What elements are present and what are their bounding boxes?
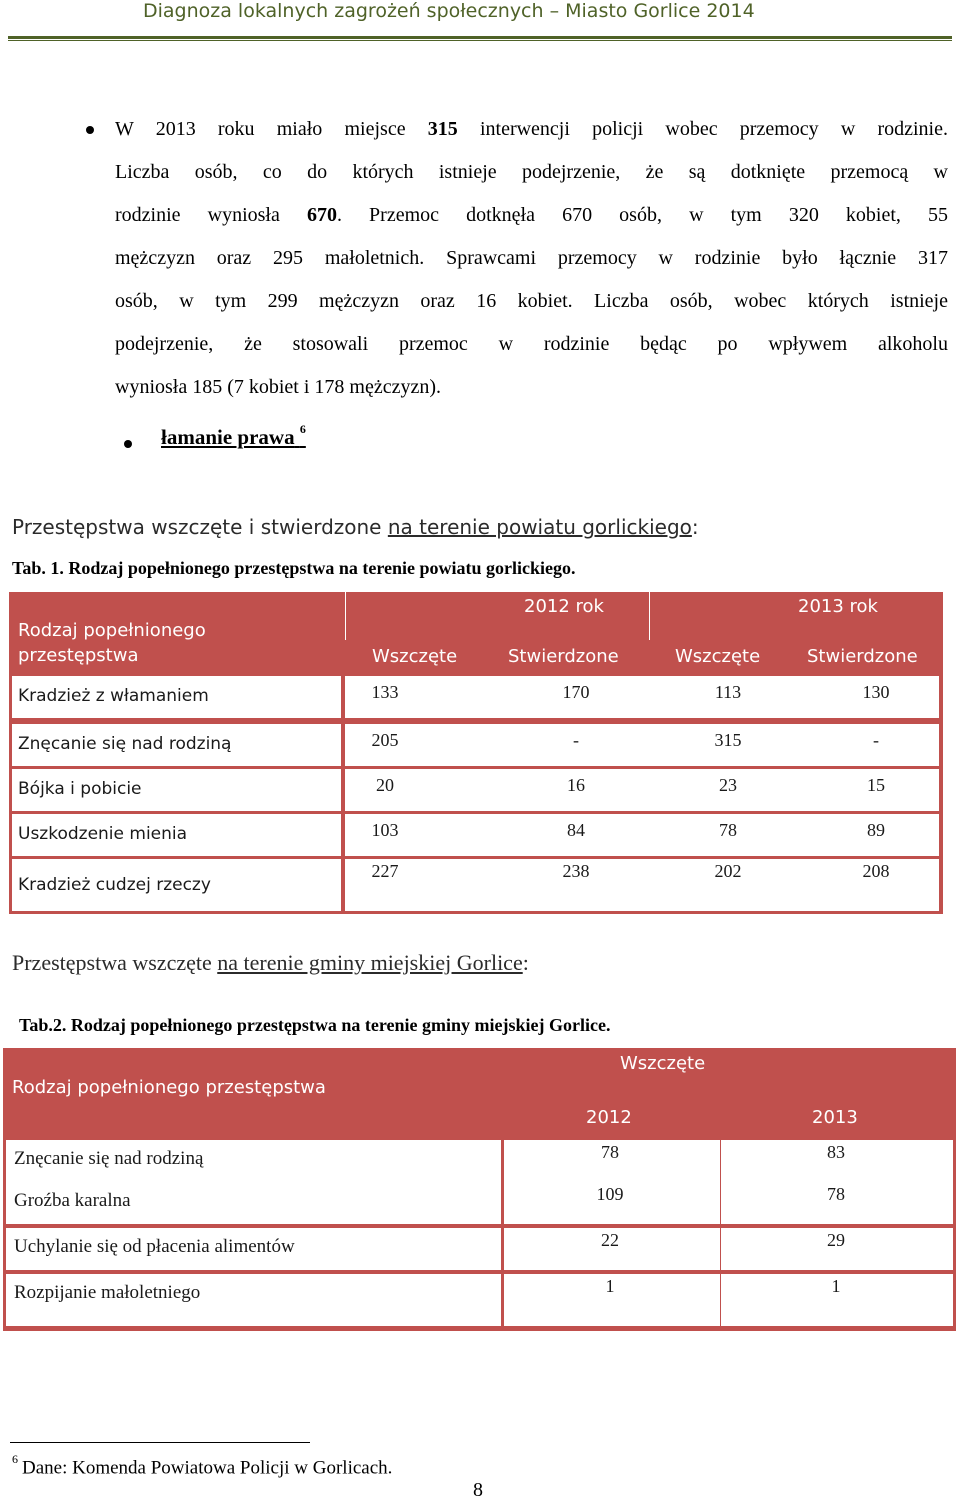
table-cell: 84 (567, 820, 585, 840)
table1-intro (12, 515, 699, 539)
group-header-wszczete: Wszczęte (620, 1053, 706, 1074)
table-row (345, 769, 939, 811)
table-row (345, 859, 939, 911)
table-row-label: Rozpijanie małoletniego (6, 1274, 501, 1326)
cell-divider (720, 1274, 721, 1326)
table-cell: 113 (714, 682, 742, 702)
table-cell: 130 (862, 682, 890, 702)
table-cell: 78 (601, 1142, 619, 1162)
bullet-icon (86, 126, 94, 134)
header-title: Diagnoza lokalnych zagrożeń społecznych – Miasto Gorlice 2014 (143, 0, 755, 22)
footnote-separator (10, 1442, 310, 1443)
col-header-stwierdzone-2013: Stwierdzone (807, 646, 918, 667)
table-cell: 103 (371, 820, 399, 840)
table-row-label: Groźba karalna (6, 1182, 501, 1224)
table-cell: 1 (605, 1276, 615, 1296)
row-header: Rodzaj popełnionego przestępstwa (12, 1077, 326, 1098)
paragraph-line: Liczba osób, co do których istnieje podejrzenie, że są dotknięte przemocą w (115, 161, 948, 183)
table-cell: 315 (714, 730, 742, 750)
table-cell: 109 (596, 1184, 624, 1204)
table1 (9, 592, 943, 914)
cell-divider (720, 1182, 721, 1224)
table-cell: 133 (371, 682, 399, 702)
table-row-label: Kradzież z włamaniem (12, 676, 341, 718)
table-cell: 20 (376, 775, 394, 795)
table2-caption: Tab.2. Rodzaj popełnionego przestępstwa na terenie gminy miejskiej Gorlice. (19, 1015, 611, 1035)
table-row (504, 1274, 953, 1326)
table-row (504, 1140, 953, 1182)
year-2012-header: 2012 (586, 1107, 632, 1128)
year-2012-header: 2012 rok (524, 596, 604, 617)
cell-divider (720, 1228, 721, 1270)
table-cell: 89 (867, 820, 885, 840)
table-cell: 238 (562, 861, 590, 881)
table-cell: 83 (827, 1142, 845, 1162)
paragraph-line: rodzinie wyniosła 670. Przemoc dotknęła 670 osób, w tym 320 kobiet, 55 (115, 204, 949, 226)
table-cell: 15 (867, 775, 885, 795)
table-cell: 202 (714, 861, 742, 881)
table-row (345, 724, 939, 766)
col-header-wszczete-2013: Wszczęte (675, 646, 761, 667)
table-row (504, 1182, 953, 1224)
table-row (504, 1228, 953, 1270)
row-header-line1: Rodzaj popełnionego (18, 620, 206, 641)
table-row-label: Kradzież cudzej rzeczy (12, 859, 341, 911)
table-cell: 1 (831, 1276, 841, 1296)
cell-divider (720, 1140, 721, 1182)
table-row-label: Bójka i pobicie (12, 769, 341, 811)
section-heading (161, 422, 306, 450)
table-cell: 78 (719, 820, 737, 840)
table2-intro (12, 950, 529, 976)
table1-intro-prefix: Przestępstwa wszczęte i stwierdzone (12, 515, 388, 539)
table2-intro-prefix: Przestępstwa wszczęte (12, 950, 218, 975)
paragraph-line: mężczyzn oraz 295 małoletnich. Sprawcami przemocy w rodzinie było łącznie 317 (115, 247, 948, 269)
bullet-icon (124, 440, 132, 448)
table-row-label: Uchylanie się od płacenia alimentów (6, 1228, 501, 1270)
year-2013-header: 2013 (812, 1107, 858, 1128)
table-row (345, 676, 939, 718)
paragraph-line: podejrzenie, że stosowali przemoc w rodzinie będąc po wpływem alkoholu (115, 333, 948, 355)
col-header-wszczete-2012: Wszczęte (372, 646, 458, 667)
paragraph-line: osób, w tym 299 mężczyzn oraz 16 kobiet. Liczba osób, wobec których istnieje (115, 290, 948, 312)
year-2013-header: 2013 rok (798, 596, 878, 617)
table1-intro-suffix: : (691, 515, 699, 539)
table1-intro-underlined: na terenie powiatu gorlickiego (387, 515, 692, 539)
table-cell: - (573, 730, 579, 750)
header-rule-thin (8, 40, 952, 41)
table2-intro-suffix: : (522, 950, 529, 975)
row-header-line2: przestępstwa (18, 645, 139, 666)
table-cell: 78 (827, 1184, 845, 1204)
table-cell: - (873, 730, 879, 750)
running-header (0, 0, 960, 40)
footnote-text: Dane: Komenda Powiatowa Policji w Gorlicach. (22, 1457, 393, 1479)
header-divider (345, 592, 346, 640)
section-heading-text: łamanie prawa (161, 425, 295, 449)
footnote-number: 6 (12, 1452, 18, 1466)
header-divider (649, 592, 650, 640)
footnote-ref: 6 (299, 422, 306, 436)
table2-intro-underlined: na terenie gminy miejskiej Gorlice (217, 950, 523, 975)
table-cell: 29 (827, 1230, 845, 1250)
table2 (3, 1048, 956, 1331)
table-cell: 227 (371, 861, 399, 881)
header-rule (8, 36, 952, 39)
table-cell: 208 (862, 861, 890, 881)
paragraph-line: W 2013 roku miało miejsce 315 interwencji policji wobec przemocy w rodzinie. (115, 118, 948, 140)
police-interventions-paragraph (115, 108, 948, 409)
page-number: 8 (473, 1479, 483, 1501)
table-cell: 205 (371, 730, 399, 750)
footnote (12, 1452, 393, 1479)
table1-caption: Tab. 1. Rodzaj popełnionego przestępstwa na terenie powiatu gorlickiego. (12, 558, 576, 578)
table-cell: 23 (719, 775, 737, 795)
paragraph-line: wyniosła 185 (7 kobiet i 178 mężczyzn). (115, 376, 442, 398)
table-row-label: Znęcanie się nad rodziną (12, 724, 341, 766)
table-row (345, 814, 939, 856)
table-cell: 170 (562, 682, 590, 702)
table-cell: 22 (601, 1230, 619, 1250)
table-cell: 16 (567, 775, 585, 795)
col-header-stwierdzone-2012: Stwierdzone (508, 646, 619, 667)
table-row-label: Znęcanie się nad rodziną (6, 1140, 501, 1182)
table-row-label: Uszkodzenie mienia (12, 814, 341, 856)
